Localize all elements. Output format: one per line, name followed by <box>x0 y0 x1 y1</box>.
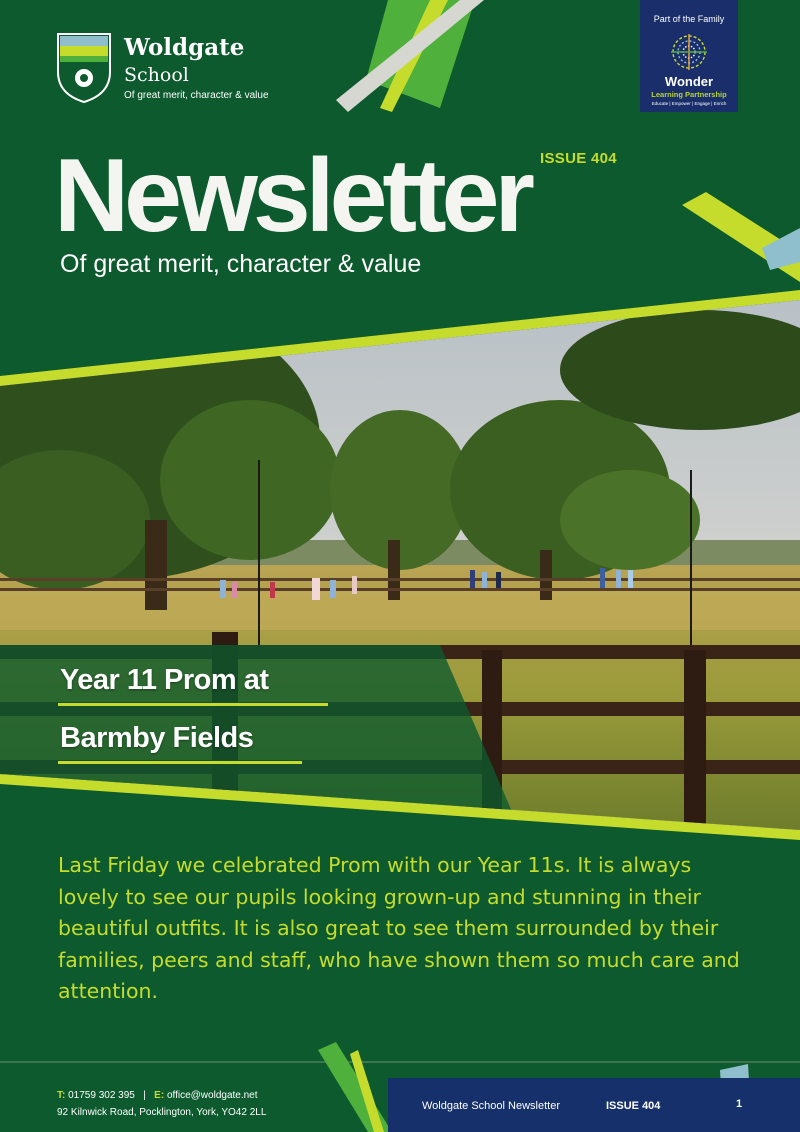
masthead-tagline: Of great merit, character & value <box>60 250 422 278</box>
footer-newsletter-label: Woldgate School Newsletter <box>422 1100 560 1112</box>
partner-values: Educate | Empower | Engage | Enrich <box>651 101 727 106</box>
partner-family-label: Part of the Family <box>653 14 725 24</box>
footer-contact <box>57 1090 258 1101</box>
feature-title-line2: Barmby Fields <box>60 722 254 754</box>
phone-label: T: <box>57 1090 66 1101</box>
logo-name: Woldgate <box>124 34 245 61</box>
issue-number: ISSUE 404 <box>540 150 617 167</box>
partner-subtitle: Learning Partnership <box>651 90 727 99</box>
feature-body: Last Friday we celebrated Prom with our Year 11s. It is always lovely to see our pupils looking grown-up and stunning in their beautiful outfits. It is also great to see them surrounded by their families, peers and staff, who have shown them so much care and attention. <box>58 853 740 1003</box>
partner-name: Wonder <box>664 74 714 89</box>
email-link[interactable]: office@woldgate.net <box>166 1090 258 1101</box>
footer-issue: ISSUE 404 <box>606 1100 661 1112</box>
feature-title-line1: Year 11 Prom at <box>60 664 269 696</box>
school-crest-icon <box>56 32 112 104</box>
contact-separator: | <box>143 1090 146 1101</box>
phone-number: 01759 302 395 <box>68 1090 135 1101</box>
title-underline <box>58 703 328 706</box>
starburst-icon <box>669 32 709 72</box>
logo-subname: School <box>124 64 189 86</box>
school-logo <box>56 32 286 112</box>
page-number: 1 <box>736 1098 743 1110</box>
title-underline <box>58 761 302 764</box>
footer-address: 92 Kilnwick Road, Pocklington, York, YO42 2LL <box>57 1107 267 1118</box>
page-title: Newsletter <box>54 138 530 254</box>
email-label: E: <box>154 1090 165 1101</box>
logo-tagline: Of great merit, character & value <box>124 90 269 101</box>
partner-badge <box>640 0 738 112</box>
